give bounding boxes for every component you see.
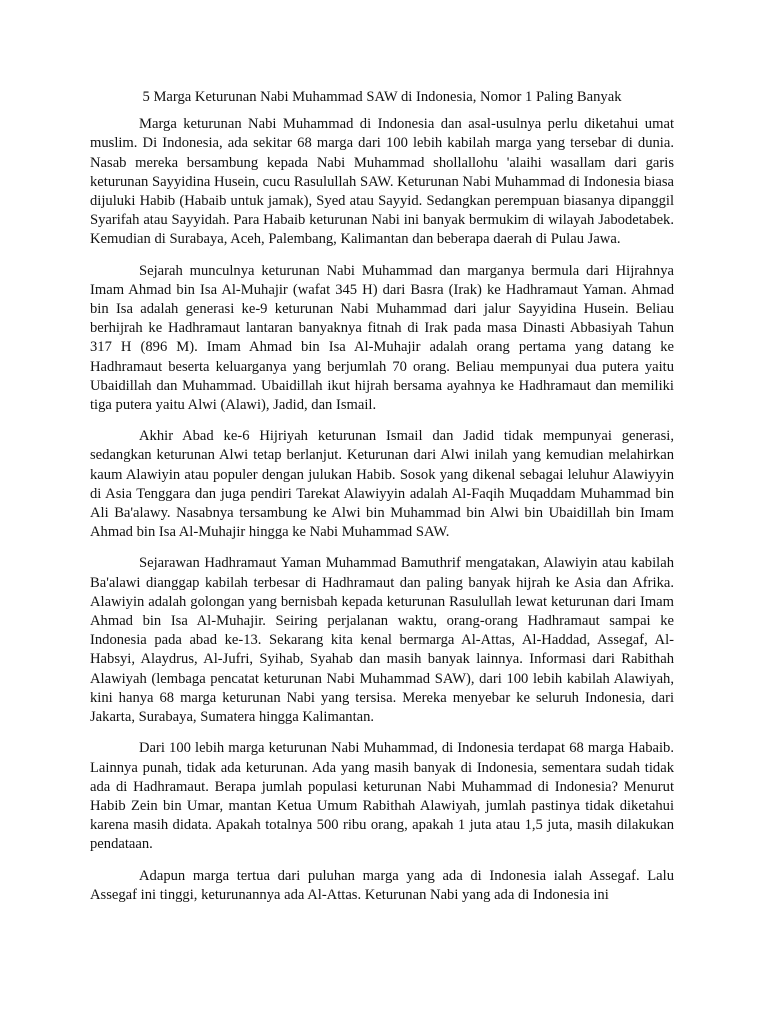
paragraph-5: Dari 100 lebih marga keturunan Nabi Muhammad, di Indonesia terdapat 68 marga Habaib. Lainnya punah, tidak ada keturunan. Ada yang masih banyak di Indonesia, sementara sudah tidak ada di Hadhramaut. Berapa jumlah populasi keturunan Nabi Muhammad di Indonesia? Menurut Habib Zein bin Umar, mantan Ketua Umum Rabithah Alawiyah, jumlah pastinya tidak diketahui karena masih didata. Apakah totalnya 500 ribu orang, apakah 1 juta atau 1,5 juta, masih dilakukan pendataan.	[90, 740, 674, 853]
paragraph-1: Marga keturunan Nabi Muhammad di Indonesia dan asal-usulnya perlu diketahui umat muslim. Di Indonesia, ada sekitar 68 marga dari 100 lebih kabilah marga yang tersebar di dunia. Nasab mereka bersambung kepada Nabi Muhammad shollallohu 'alaihi wasallam dari garis keturunan Sayyidina Husein, cucu Rasulullah SAW. Keturunan Nabi Muhammad di Indonesia biasa dijuluki Habib (Habaib untuk jamak), Syed atau Sayyid. Sedangkan perempuan biasanya dipanggil Syarifah atau Sayyidah. Para Habaib keturunan Nabi ini banyak bermukim di wilayah Jabodetabek. Kemudian di Surabaya, Aceh, Palembang, Kalimantan dan beberapa daerah di Pulau Jawa.	[90, 116, 674, 248]
document-title: 5 Marga Keturunan Nabi Muhammad SAW di Indonesia, Nomor 1 Paling Banyak	[142, 89, 622, 105]
paragraph-6: Adapun marga tertua dari puluhan marga yang ada di Indonesia ialah Assegaf. Lalu Assegaf ini tinggi, keturunannya ada Al-Attas. Keturunan Nabi yang ada di Indonesia ini	[90, 867, 674, 903]
paragraph-3: Akhir Abad ke-6 Hijriyah keturunan Ismail dan Jadid tidak mempunyai generasi, sedangkan keturunan Alwi tetap berlanjut. Keturunan dari Alwi inilah yang kemudian melahirkan kaum Alawiyin atau populer dengan julukan Habib. Sosok yang dikenal sebagai leluhur Alawiyyin di Asia Tenggara dan juga pendiri Tarekat Alawiyyin adalah Al-Faqih Muqaddam Muhammad bin Ali Ba'alawy. Nasabnya tersambung ke Alwi bin Muhammad bin Alwi bin Ubaidillah bin Imam Ahmad bin Isa Al-Muhajir hingga ke Nabi Muhammad SAW.	[90, 428, 674, 541]
paragraph-4: Sejarawan Hadhramaut Yaman Muhammad Bamuthrif mengatakan, Alawiyin atau kabilah Ba'alawi dianggap kabilah terbesar di Hadhramaut dan paling banyak hijrah ke Asia dan Afrika. Alawiyin adalah golongan yang bernisbah kepada keturunan Rasulullah lewat keturunan dari Imam Ahmad bin Isa Al-Muhajir. Seiring perjalanan waktu, orang-orang Hadhramaut sampai ke Indonesia pada abad ke-13. Sekarang kita kenal bermarga Al-Attas, Al-Haddad, Assegaf, Al-Habsyi, Alaydrus, Al-Jufri, Syihab, Syahab dan masih banyak lainnya. Informasi dari Rabithah Alawiyah (lembaga pencatat keturunan Nabi Muhammad SAW), dari 100 lebih kabilah Alawiyah, kini hanya 68 marga keturunan Nabi yang tersisa. Mereka menyebar ke seluruh Indonesia, dari Jakarta, Surabaya, Sumatera hingga Kalimantan.	[90, 555, 674, 726]
document-body	[90, 88, 674, 917]
paragraph-2: Sejarah munculnya keturunan Nabi Muhammad dan marganya bermula dari Hijrahnya Imam Ahmad bin Isa Al-Muhajir (wafat 345 H) dari Basra (Irak) ke Hadhramaut Yaman. Ahmad bin Isa adalah generasi ke-9 keturunan Nabi Muhammad dari jalur Sayyidina Husein. Beliau berhijrah ke Hadhramaut lantaran banyaknya fitnah di Irak pada masa Dinasti Abbasiyah Tahun 317 H (896 M). Imam Ahmad bin Isa Al-Muhajir adalah orang pertama yang datang ke Hadhramaut beserta keluarganya yang berjumlah 70 orang. Beliau mempunyai dua putera yaitu Ubaidillah dan Muhammad. Ubaidillah ikut hijrah bersama ayahnya ke Hadhramaut dan memiliki tiga putera yaitu Alwi (Alawi), Jadid, dan Ismail.	[90, 262, 674, 414]
